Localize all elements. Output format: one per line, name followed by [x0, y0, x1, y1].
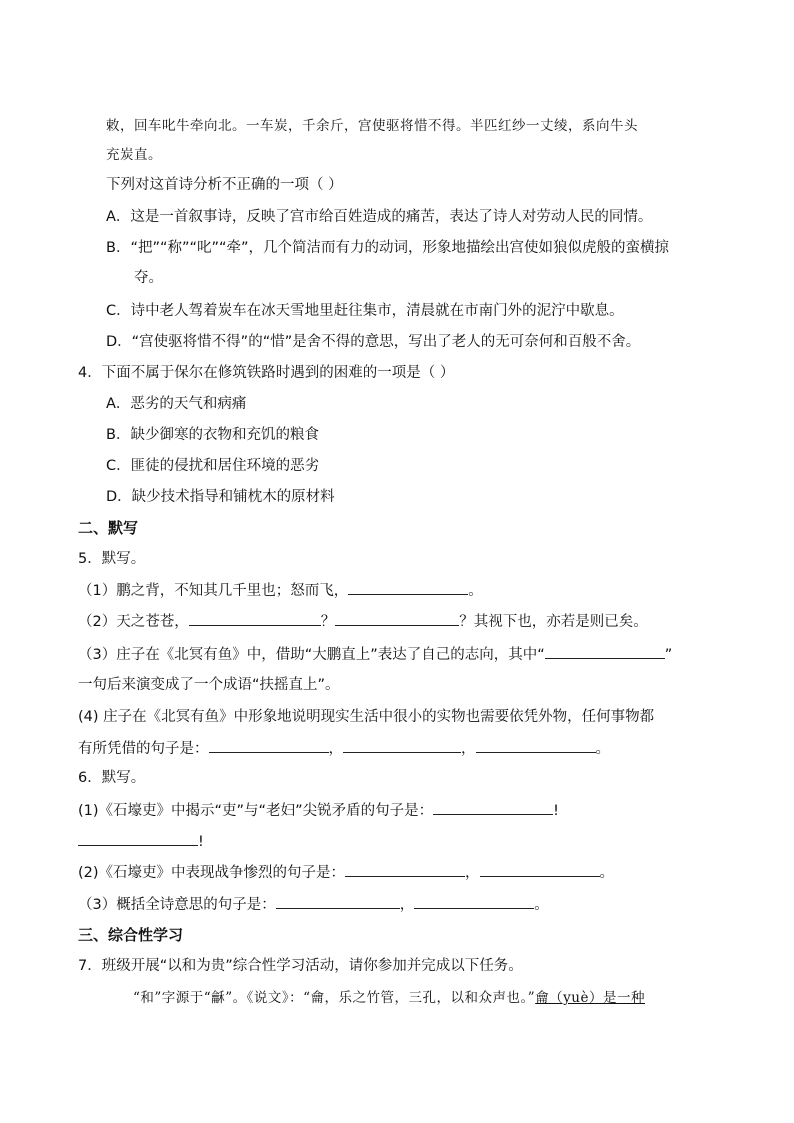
q4-option-a: A．恶劣的天气和病痛 [106, 396, 247, 412]
q5-item-4-text: 有所凭借的句子是： [78, 741, 209, 757]
q6-item-1 [78, 800, 559, 821]
q3-stem: 下列对这首诗分析不正确的一项（ ） [106, 177, 343, 193]
q7-passage-text: “和”字源于“龢”。《说文》：“龠，乐之竹管，三孔，以和众声也。” [133, 990, 536, 1006]
q6-item-1-end: ! [553, 803, 559, 819]
q5-item-3 [78, 644, 672, 665]
answer-blank[interactable] [335, 611, 459, 626]
q6-item-3-sep: ， [399, 897, 415, 913]
q4-stem: 4．下面不属于保尔在修筑铁路时遇到的困难的一项是（ ） [78, 365, 455, 381]
q6-item-3-text: （3）概括全诗意思的句子是： [78, 897, 276, 913]
poem-tail-line-2: 充炭直。 [106, 147, 162, 163]
answer-blank[interactable] [78, 831, 198, 846]
answer-blank[interactable] [209, 738, 329, 753]
q5-item-3-end: ” [664, 647, 673, 663]
poem-tail-line-1: 敕，回车叱牛牵向北。一车炭，千余斤，宫使驱将惜不得。半匹红纱一丈绫，系向牛头 [106, 118, 638, 134]
answer-blank[interactable] [414, 894, 534, 909]
q5-item-2-mid: ？ [320, 614, 336, 630]
q6-item-3-end: 。 [534, 897, 549, 913]
q7-passage [133, 988, 645, 1008]
q5-item-3-cont: 一句后来演变成了一个成语“扶摇直上”。 [78, 677, 340, 693]
q5-item-1-text: （1）鹏之背，不知其几千里也；怒而飞， [78, 583, 349, 599]
q6-item-2-text: (2)《石壕吏》中表现战争惨烈的句子是： [78, 865, 346, 881]
q6-item-1-text: (1)《石壕吏》中揭示“吏”与“老妇”尖锐矛盾的句子是： [78, 803, 434, 819]
q4-option-c: C．匪徒的侵扰和居住环境的恶劣 [106, 458, 320, 474]
q3-option-b-cont: 夺。 [134, 270, 163, 286]
q5-item-4-sep: ， [328, 741, 343, 757]
q5-item-1-end: 。 [468, 583, 483, 599]
q7-passage-underlined: 龠（yuè）是一种 [535, 990, 645, 1006]
q6-item-3 [78, 894, 549, 915]
q7-stem: 7．班级开展“以和为贵”综合性学习活动，请你参加并完成以下任务。 [78, 958, 523, 974]
q4-option-d: D．缺少技术指导和铺枕木的原材料 [106, 489, 335, 505]
answer-blank[interactable] [545, 644, 665, 659]
q3-option-b: B．“把”“称”“叱”“牵”，几个简洁而有力的动词，形象地描绘出宫使如狼似虎般的蛮横掠 [106, 240, 670, 256]
q3-option-a: A．这是一首叙事诗，反映了宫市给百姓造成的痛苦，表达了诗人对劳动人民的同情。 [106, 209, 653, 225]
q5-item-4: (4) 庄子在《北冥有鱼》中形象地说明现实生活中很小的实物也需要依凭外物，任何事物都 [78, 709, 655, 725]
answer-blank[interactable] [476, 738, 596, 753]
q5-item-1 [78, 580, 483, 601]
answer-blank[interactable] [348, 580, 468, 595]
answer-blank[interactable] [480, 862, 600, 877]
q6-item-2-sep: ， [465, 865, 480, 881]
q3-option-d: D．“宫使驱将惜不得”的“惜”是舍不得的意思，写出了老人的无可奈何和百般不舍。 [106, 334, 641, 350]
q5-item-4-end: 。 [595, 741, 610, 757]
section-2-title: 二、默写 [78, 519, 139, 537]
q6-item-2-end: 。 [599, 865, 615, 881]
section-3-title: 三、综合性学习 [78, 926, 184, 944]
q5-stem: 5．默写。 [78, 551, 146, 567]
q5-item-2 [78, 611, 648, 632]
q6-item-1-cont-end: ! [198, 834, 204, 850]
q6-item-1-cont [78, 831, 204, 852]
q3-option-c: C．诗中老人驾着炭车在冰天雪地里赶往集市，清晨就在市南门外的泥泞中歇息。 [106, 303, 624, 319]
q4-option-b: B．缺少御寒的衣物和充饥的粮食 [106, 427, 319, 443]
q5-item-3-text: （3）庄子在《北冥有鱼》中，借助“大鹏直上”表达了自己的志向，其中“ [78, 647, 545, 663]
q5-item-2-text: （2）天之苍苍， [78, 614, 189, 630]
answer-blank[interactable] [189, 611, 321, 626]
q5-item-4-sep: ， [461, 741, 476, 757]
q6-item-2 [78, 862, 614, 883]
answer-blank[interactable] [433, 800, 553, 815]
q6-stem: 6．默写。 [78, 770, 146, 786]
q5-item-2-post: ？其视下也，亦若是则已矣。 [459, 614, 648, 630]
answer-blank[interactable] [276, 894, 400, 909]
answer-blank[interactable] [343, 738, 461, 753]
answer-blank[interactable] [345, 862, 465, 877]
q5-item-4-cont [78, 738, 610, 759]
